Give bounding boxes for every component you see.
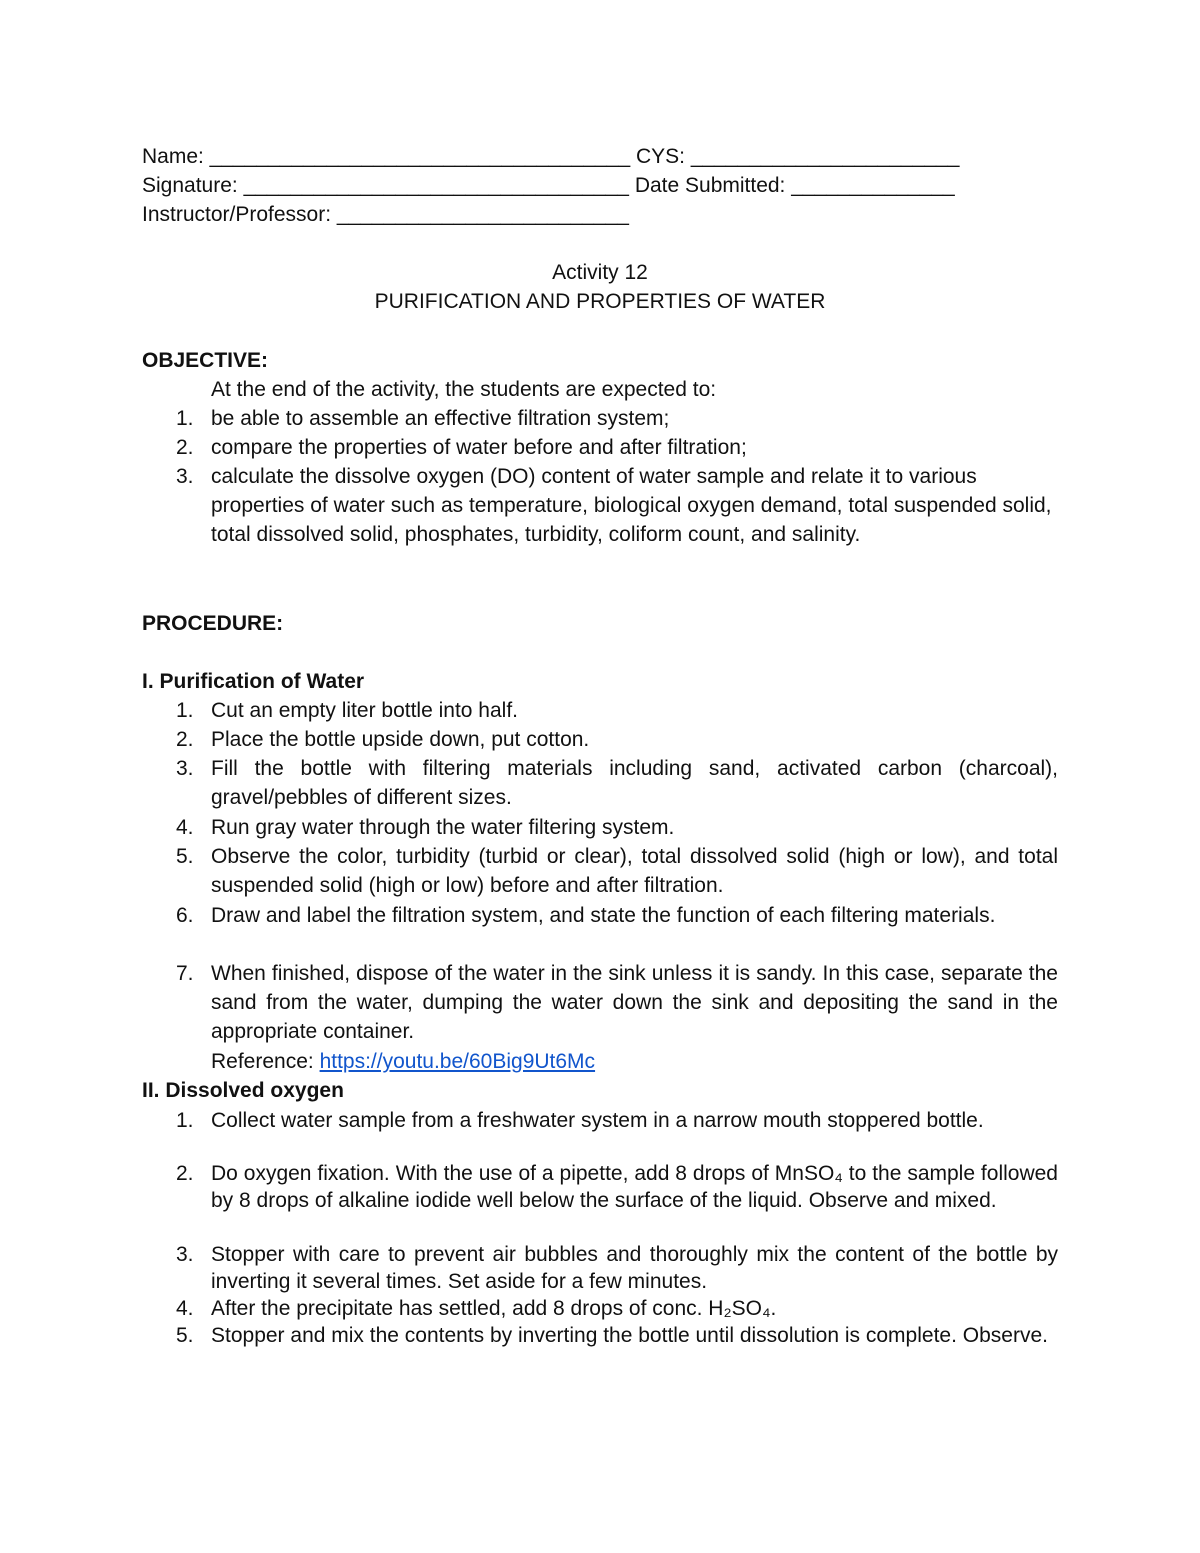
list-text: Draw and label the filtration system, and state the function of each filtering materials. [211,904,996,927]
list-number: 6. [176,904,194,927]
procedure-step [176,754,1058,812]
list-text: calculate the dissolve oxygen (DO) content of water sample and relate it to various properties of water such as temperature, biological oxygen demand, total suspended solid, total dissolved solid, phosphates, turbidity, coliform count, and salinity. [211,465,1052,546]
list-text: After the precipitate has settled, add 8 drops of conc. H₂SO₄. [211,1297,777,1320]
procedure-step [176,725,1058,754]
procedure-step [176,901,1058,930]
name-cys-line: Name: ____________________________________ CYS: _______________________ [142,145,960,168]
procedure-step [176,1106,1058,1135]
list-text: Run gray water through the water filtering system. [211,816,675,839]
list-text: compare the properties of water before and after filtration; [211,436,747,459]
procedure-step [176,1322,1058,1349]
activity-subtitle: PURIFICATION AND PROPERTIES OF WATER [374,290,826,313]
objective-intro: At the end of the activity, the students are expected to: [211,378,717,401]
procedure-step [176,842,1058,900]
list-number: 3. [176,757,194,780]
list-text: When finished, dispose of the water in the sink unless it is sandy. In this case, separate the sand from the water, dumping the water down the sink and depositing the sand in the appropriate container. [211,962,1058,1043]
list-number: 5. [176,1324,194,1347]
list-number: 1. [176,699,194,722]
list-number: 4. [176,1297,194,1320]
procedure-heading: PROCEDURE: [142,612,284,635]
list-text: Fill the bottle with filtering materials including sand, activated carbon (charcoal), gravel/pebbles of different sizes. [211,757,1058,809]
procedure-step [176,1160,1058,1214]
list-number: 3. [176,465,194,488]
list-text: Observe the color, turbidity (turbid or clear), total dissolved solid (high or low), and total suspended solid (high or low) before and after filtration. [211,845,1058,897]
list-text: Stopper and mix the contents by inverting the bottle until dissolution is complete. Observe. [211,1324,1048,1347]
list-number: 2. [176,728,194,751]
section-heading-purification: I. Purification of Water [142,670,365,693]
list-text: Collect water sample from a freshwater system in a narrow mouth stoppered bottle. [211,1109,984,1132]
objective-item [176,462,1058,549]
list-text: Stopper with care to prevent air bubbles and thoroughly mix the content of the bottle by inverting it several times. Set aside for a few minutes. [211,1243,1058,1293]
reference-line [211,1047,595,1076]
objective-item [176,433,1058,462]
list-text: Cut an empty liter bottle into half. [211,699,518,722]
section-heading-dissolved-oxygen: II. Dissolved oxygen [142,1079,344,1102]
objective-item [176,404,1058,433]
list-number: 2. [176,436,194,459]
reference-link[interactable]: https://youtu.be/60Big9Ut6Mc [319,1050,596,1073]
list-text: be able to assemble an effective filtration system; [211,407,670,430]
list-number: 3. [176,1243,194,1266]
instructor-line: Instructor/Professor: _________________________ [142,203,629,226]
list-number: 1. [176,1109,194,1132]
list-number: 2. [176,1162,194,1185]
list-number: 7. [176,962,194,985]
activity-title: Activity 12 [552,261,648,284]
procedure-step [176,959,1058,1046]
list-text: Place the bottle upside down, put cotton. [211,728,590,751]
list-number: 1. [176,407,194,430]
list-number: 5. [176,845,194,868]
list-text: Do oxygen fixation. With the use of a pipette, add 8 drops of MnSO₄ to the sample followed by 8 drops of alkaline iodide well below the surface of the liquid. Observe and mixed. [211,1162,1058,1212]
procedure-step [176,1241,1058,1295]
procedure-step [176,696,1058,725]
objective-heading: OBJECTIVE: [142,349,269,372]
list-number: 4. [176,816,194,839]
signature-date-line: Signature: _________________________________ Date Submitted: ______________ [142,174,955,197]
procedure-step [176,813,1058,842]
procedure-step [176,1295,1058,1322]
reference-label: Reference: [211,1050,320,1073]
